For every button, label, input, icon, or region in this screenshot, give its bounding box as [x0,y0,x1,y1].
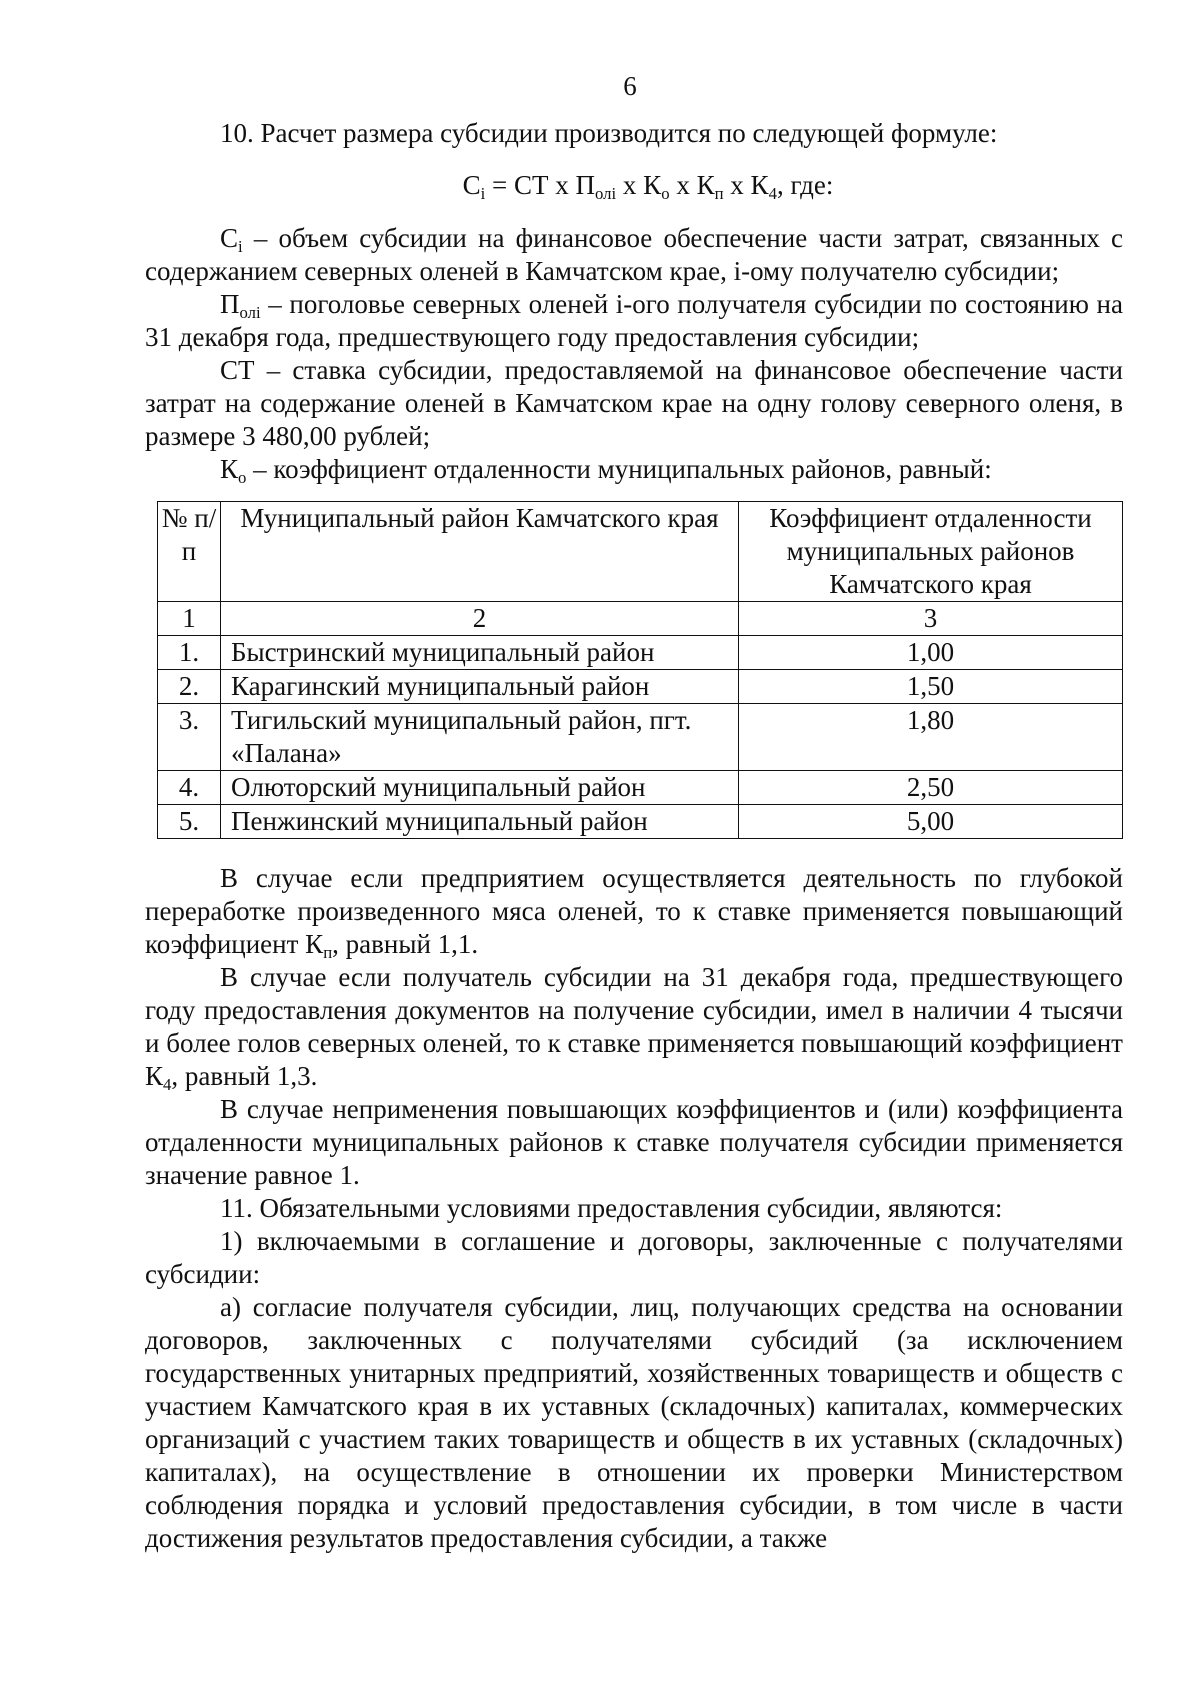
row-district: Быстринский муниципальный район [221,636,739,670]
row-district: Карагинский муниципальный район [221,670,739,704]
row-number: 1. [158,636,221,670]
table-cell: 1 [158,602,221,636]
paragraph-nonapply: В случае неприменения повышающих коэффициентов и (или) коэффициента отдаленности муниципальных районов к ставке получателя субсидии применяется значение равное 1. [145,1094,1123,1190]
remoteness-coefficient-table [157,501,1123,839]
row-coefficient: 1,80 [739,704,1123,771]
table-header-row [158,502,1123,602]
subsidy-formula: $С_i$ = СТ х $П_{олi}$ х $К_о$ х $К_п$ х $К_4$, где: [462,170,834,204]
row-coefficient: 1,00 [739,636,1123,670]
table-row [158,704,1123,771]
paragraph-kp: В случае если предприятием осуществляется деятельность по глубокой переработке произведенного мяса оленей, то к ставке применяется повышающий коэффициент $К_п$, равный 1,1. [145,863,1123,963]
table-row [158,670,1123,704]
row-number: 4. [158,771,221,805]
header-district: Муниципальный район Камчатского края [221,502,739,602]
row-number: 5. [158,805,221,839]
definition-ci: $С_i$ – объем субсидии на финансовое обеспечение части затрат, связанных с содержанием северных оленей в Камчатском крае, i-ому получателю субсидии; [145,223,1123,286]
row-district: Пенжинский муниципальный район [221,805,739,839]
definition-ko: $К_о$ – коэффициент отдаленности муниципальных районов, равный: [220,454,992,488]
paragraph-11-1: 1) включаемыми в соглашение и договоры, заключенные с получателями субсидии: [145,1226,1123,1289]
header-number: № п/п [158,502,221,602]
row-district: Тигильский муниципальный район, пгт. «Палана» [221,704,739,771]
row-coefficient: 5,00 [739,805,1123,839]
table-cell: 2 [221,602,739,636]
definition-poli: $П_{олi}$ – поголовье северных оленей i-ого получателя субсидии по состоянию на 31 декабря года, предшествующего году предоставления субсидии; [145,289,1123,352]
page-number: 6 [623,71,637,101]
document-body [145,117,1123,1555]
table-row [158,805,1123,839]
row-number: 3. [158,704,221,771]
row-district: Олюторский муниципальный район [221,771,739,805]
paragraph-11: 11. Обязательными условиями предоставления субсидии, являются: [220,1193,1003,1223]
table-row [158,771,1123,805]
table-numbering-row [158,602,1123,636]
row-coefficient: 1,50 [739,670,1123,704]
table-cell: 3 [739,602,1123,636]
header-coefficient: Коэффициент отдаленности муниципальных районов Камчатского края [739,502,1123,602]
row-number: 2. [158,670,221,704]
definition-st: СТ – ставка субсидии, предоставляемой на финансовое обеспечение части затрат на содержание оленей в Камчатском крае на одну голову северного оленя, в размере 3 480,00 рублей; [145,355,1123,451]
paragraph-11-1-a: а) согласие получателя субсидии, лиц, получающих средства на основании договоров, заключенных с получателями субсидий (за исключением государственных унитарных предприятий, хозяйственных товариществ и обществ с участием Камчатского края в их уставных (складочных) капиталах, коммерческих организаций с участием таких товариществ и обществ в их уставных (складочных) капиталах), на осуществление в отношении их проверки Министерством соблюдения порядка и условий предоставления субсидии, в том числе в части достижения результатов предоставления субсидии, а также [145,1292,1123,1553]
table-row [158,636,1123,670]
paragraph-k4: В случае если получатель субсидии на 31 декабря года, предшествующего году предоставления документов на получение субсидии, имел в наличии 4 тысячи и более голов северных оленей, то к ставке применяется повышающий коэффициент $К_4$, равный 1,3. [145,962,1123,1095]
paragraph-10-intro: 10. Расчет размера субсидии производится по следующей формуле: [220,118,998,148]
row-coefficient: 2,50 [739,771,1123,805]
